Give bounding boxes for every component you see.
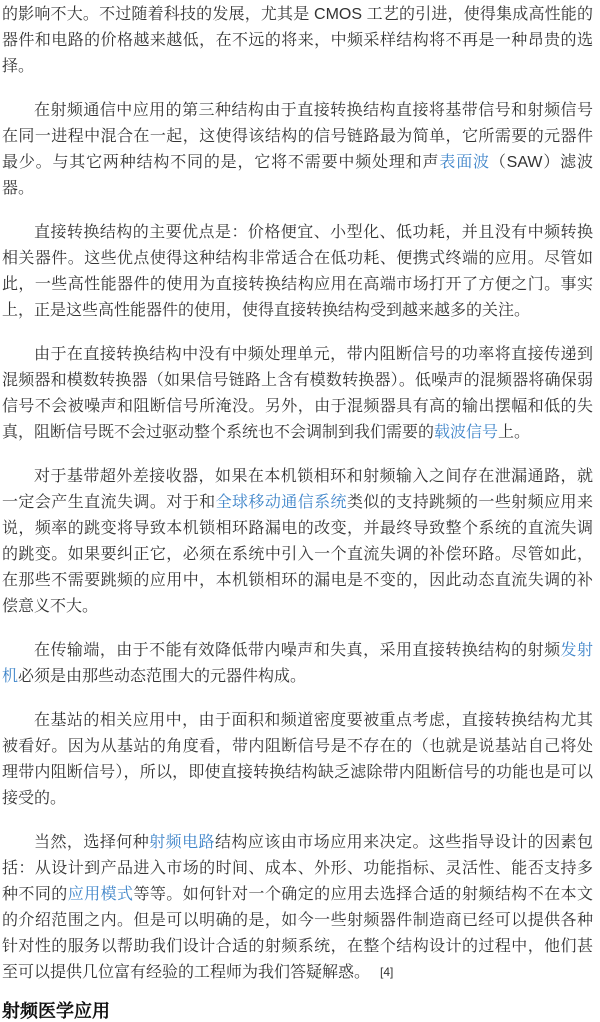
inline-link[interactable]: 发射机	[2, 642, 593, 685]
paragraph-text: 必须是由那些动态范围大的元器件构成。	[18, 668, 307, 685]
paragraph-text: 等等。如何针对一个确定的应用去选择合适的射频结构不在本文的介绍范围之内。但是可以明确的是，如今一些射频器件制造商已经可以提供各种针对性的服务以帮助我们设计合适的射频系统，在整个结构设计的过程中，他们甚至可以提供几位富有经验的工程师为我们答疑解惑。	[2, 886, 593, 981]
inline-link[interactable]: 射频电路	[149, 834, 216, 851]
paragraph-text: 结构应该由市场应用来决定。这些指导设计的因素包括：从设计到产品进入市场的时间、成本、外形、功能指标、灵活性、能否支持多种不同的	[2, 834, 593, 903]
paragraph	[2, 638, 593, 690]
paragraph-text: 由于在直接转换结构中没有中频处理单元，带内阻断信号的功率将直接传递到混频器和模数转换器（如果信号链路上含有模数转换器）。低噪声的混频器将确保弱信号不会被噪声和阻断信号所淹没。另外，由于混频器具有高的输出摆幅和低的失真，阻断信号既不会过驱动整个系统也不会调制到我们需要的	[2, 346, 593, 441]
paragraph-text: 在射频通信中应用的第三种结构由于直接转换结构直接将基带信号和射频信号在同一进程中混合在一起，这使得该结构的信号链路最为简单，它所需要的元器件最少。与其它两种结构不同的是，它将不需要中频处理和声	[2, 102, 593, 171]
inline-link[interactable]: 载波信号	[434, 424, 499, 441]
paragraph-text: 在传输端，由于不能有效降低带内噪声和失真，采用直接转换结构的射频	[34, 642, 561, 659]
paragraph-text: 在基站的相关应用中，由于面积和频道密度要被重点考虑，直接转换结构尤其被看好。因为从基站的角度看，带内阻断信号是不存在的（也就是说基站自己将处理带内阻断信号），所以，即使直接转换结构缺乏滤除带内阻断信号的功能也是可以接受的。	[2, 712, 593, 807]
paragraph-text: 的影响不大。不过随着科技的发展，尤其是 CMOS 工艺的引进，使得集成高性能的器件和电路的价格越来越低，在不远的将来，中频采样结构将不再是一种昂贵的选择。	[2, 6, 593, 75]
paragraph-text: 当然，选择何种	[34, 834, 150, 851]
paragraph-text: 上。	[498, 424, 531, 441]
paragraph	[2, 98, 593, 202]
inline-link[interactable]: 全球移动通信系统	[215, 494, 347, 511]
reference-marker[interactable]: [4]	[380, 965, 394, 979]
paragraph	[2, 830, 593, 986]
inline-link[interactable]: 应用模式	[67, 886, 134, 903]
article-body	[2, 2, 593, 986]
paragraph-text: 对于基带超外差接收器，如果在本机锁相环和射频输入之间存在泄漏通路，就一定会产生直流失调。对于和	[2, 468, 593, 511]
paragraph	[2, 2, 593, 80]
paragraph	[2, 708, 593, 812]
section-heading: 射频医学应用	[2, 1001, 110, 1021]
paragraph	[2, 464, 593, 620]
paragraph	[2, 220, 593, 324]
paragraph	[2, 342, 593, 446]
paragraph-text: （SAW）滤波器。	[2, 154, 593, 197]
paragraph-text: 直接转换结构的主要优点是：价格便宜、小型化、低功耗，并且没有中频转换相关器件。这些优点使得这种结构非常适合在低功耗、便携式终端的应用。尽管如此，一些高性能器件的使用为直接转换结构应用在高端市场打开了方便之门。事实上，正是这些高性能器件的使用，使得直接转换结构受到越来越多的关注。	[2, 224, 593, 319]
inline-link[interactable]: 表面波	[439, 154, 490, 171]
paragraph-text: 类似的支持跳频的一些射频应用来说，频率的跳变将导致本机锁相环路漏电的改变，并最终导致整个系统的直流失调的跳变。如果要纠正它，必须在系统中引入一个直流失调的补偿环路。尽管如此，在那些不需要跳频的应用中，本机锁相环的漏电是不变的，因此动态直流失调的补偿意义不大。	[2, 494, 593, 615]
